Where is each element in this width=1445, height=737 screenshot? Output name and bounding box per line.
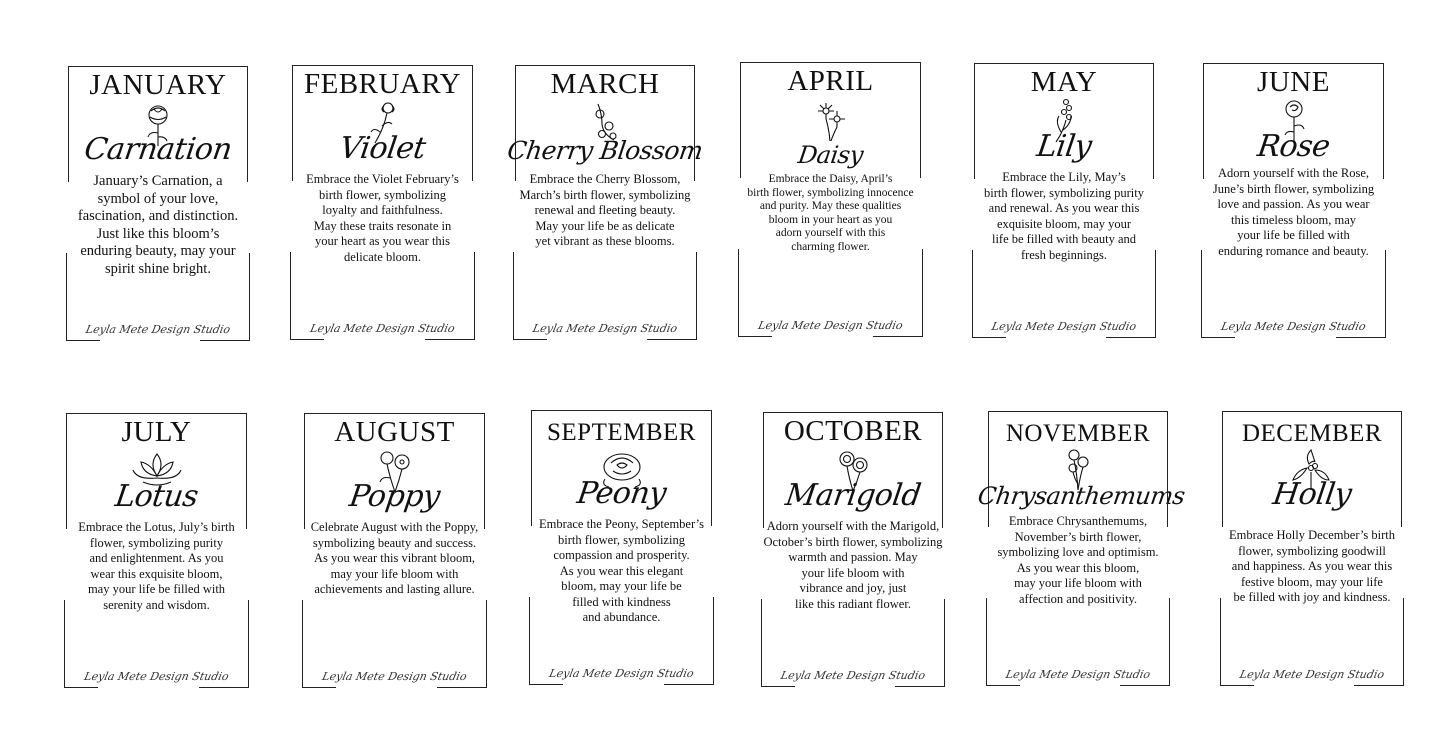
flower-name: Rose xyxy=(1255,129,1332,164)
month-title: APRIL xyxy=(787,65,874,97)
card-september xyxy=(531,410,712,685)
card-text: Embrace the Lotus, July’s birth flower, symbolizing purity and enlightenment. As you wear this exquisite bloom, may your life be filled with serenity and wisdom. xyxy=(78,520,235,612)
studio-signature: Leyla Mete Design Studio xyxy=(83,670,230,683)
month-title: NOVEMBER xyxy=(1005,420,1151,447)
studio-signature: Leyla Mete Design Studio xyxy=(779,669,927,682)
flower-name: Chrysanthemums xyxy=(976,482,1187,510)
studio-signature: Leyla Mete Design Studio xyxy=(309,322,456,335)
card-text: Adorn yourself with the Rose, June’s birth flower, symbolizing love and passion. As you wear this timeless bloom, may your life be filled with enduring romance and beauty. xyxy=(1212,166,1375,258)
month-title: MAY xyxy=(1030,66,1098,98)
card-january xyxy=(68,66,248,341)
studio-signature: Leyla Mete Design Studio xyxy=(757,319,904,332)
daisy-icon xyxy=(806,97,856,143)
card-june xyxy=(1203,63,1384,338)
flower-name: Peony xyxy=(574,476,669,511)
flower-name: Carnation xyxy=(82,132,234,167)
studio-signature: Leyla Mete Design Studio xyxy=(548,667,695,680)
studio-signature: Leyla Mete Design Studio xyxy=(1220,320,1367,333)
card-text: Celebrate August with the Poppy, symbolizing beauty and success. As you wear this vibrant bloom, may your life bloom with achievements and lasting allure. xyxy=(310,520,479,596)
card-august xyxy=(304,413,485,688)
flower-name: Daisy xyxy=(796,141,865,169)
month-title: MARCH xyxy=(550,68,660,100)
card-april xyxy=(740,62,921,337)
month-title: DECEMBER xyxy=(1241,420,1383,447)
month-title: FEBRUARY xyxy=(303,68,462,100)
month-title: JANUARY xyxy=(89,69,227,101)
studio-signature: Leyla Mete Design Studio xyxy=(1238,668,1386,681)
card-text: Embrace the Lily, May’s birth flower, symbolizing purity and renewal. As you wear this exquisite bloom, may your life be filled with beauty and fresh beginnings. xyxy=(984,170,1144,262)
card-text: Embrace the Peony, September’s birth flower, symbolizing compassion and prosperity. As you wear this elegant bloom, may your life be filled with kindness and abundance. xyxy=(539,517,704,624)
card-march xyxy=(505,65,705,340)
studio-signature: Leyla Mete Design Studio xyxy=(531,322,679,335)
flower-name: Lily xyxy=(1034,129,1094,164)
studio-signature: Leyla Mete Design Studio xyxy=(1004,668,1152,681)
studio-signature: Leyla Mete Design Studio xyxy=(990,320,1138,333)
month-title: SEPTEMBER xyxy=(547,419,696,446)
card-november xyxy=(976,411,1187,686)
card-text: Embrace the Cherry Blossom, March’s birth flower, symbolizing renewal and fleeting beauty. May your life be as delicate yet vibrant as these blooms. xyxy=(519,172,691,248)
card-july xyxy=(66,413,247,688)
card-text: Embrace Holly December’s birth flower, symbolizing goodwill and happiness. As you wear this festive bloom, may your life be filled with joy and kindness. xyxy=(1228,528,1396,604)
flower-name: Marigold xyxy=(783,478,923,513)
flower-name: Cherry Blossom xyxy=(505,136,705,165)
month-title: JUNE xyxy=(1257,66,1330,98)
flower-name: Holly xyxy=(1270,477,1354,512)
card-text: January’s Carnation, a symbol of your love, fascination, and distinction. Just like this bloom’s enduring beauty, may your spirit shine bright. xyxy=(77,173,239,277)
card-text: Adorn yourself with the Marigold, October’s birth flower, symbolizing warmth and passion. May your life bloom with vibrance and joy, just like this radiant flower. xyxy=(763,519,943,611)
card-october xyxy=(763,412,943,687)
card-text: Embrace the Daisy, April’s birth flower, symbolizing innocence and purity. May these qualities bloom in your heart as you adorn yourself with this charming flower. xyxy=(747,173,914,253)
card-december xyxy=(1222,411,1402,686)
studio-signature: Leyla Mete Design Studio xyxy=(84,323,232,336)
flower-name: Lotus xyxy=(112,479,201,514)
card-february xyxy=(292,65,473,340)
flower-name: Violet xyxy=(337,131,428,166)
card-text: Embrace the Violet February’s birth flower, symbolizing loyalty and faithfulness. May these traits resonate in your heart as you wear this delicate bloom. xyxy=(306,172,459,264)
card-text: Embrace Chrysanthemums, November’s birth flower, symbolizing love and optimism. As you wear this bloom, may your life bloom with affection and positivity. xyxy=(997,514,1159,606)
month-title: AUGUST xyxy=(334,416,455,448)
month-title: OCTOBER xyxy=(783,415,923,447)
flower-name: Poppy xyxy=(347,479,442,514)
month-title: JULY xyxy=(121,416,192,448)
card-may xyxy=(974,63,1154,338)
studio-signature: Leyla Mete Design Studio xyxy=(321,670,468,683)
